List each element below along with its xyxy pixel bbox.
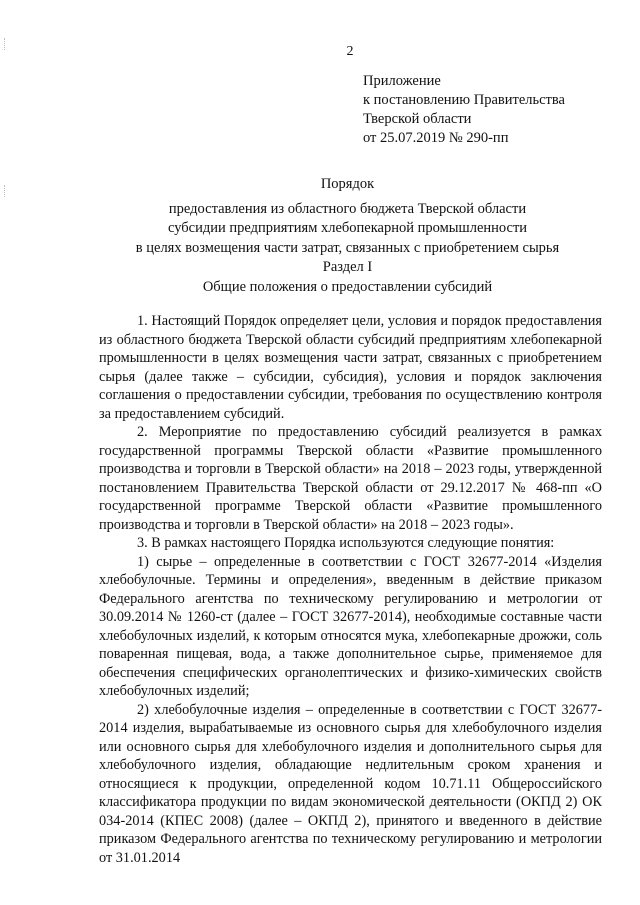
paragraph: 1. Настоящий Порядок определяет цели, условия и порядок предоставления из областного бюджета Тверской области субсидий предприятиям хлебопекарной промышленности в целях возмещения части затрат, связанных с приобретением сырья (далее также – субсидии, субсидия), условия и порядок заключения соглашения о предоставлении субсидии, требования по осуществлению контроля за предоставлением субсидий. (99, 313, 602, 422)
paragraph: 3. В рамках настоящего Порядка используются следующие понятия: (137, 535, 555, 551)
appendix-block (363, 72, 565, 148)
title-line: предоставления из областного бюджета Тверской области (168, 200, 527, 217)
title-line: субсидии предприятиям хлебопекарной промышленности (167, 220, 528, 236)
scan-mark (4, 185, 6, 197)
section-subheading: Общие положения о предоставлении субсидий (202, 278, 493, 295)
appendix-line: Приложение (363, 73, 441, 89)
appendix-line: к постановлению Правительства (363, 92, 565, 108)
title-line: в целях возмещения части затрат, связанных с приобретением сырья (135, 239, 560, 256)
body-text (99, 312, 602, 867)
paragraph: 2) хлебобулочные изделия – определенные в соответствии с ГОСТ 32677-2014 изделия, вырабатываемые из основного сырья для хлебобулочного изделия или основного сырья для хлебобулочного изделия и дополнительного сырья для хлебобулочного изделия, обладающие недлительным сроком хранения и относящиеся к продукции, определенной кодом 10.71.11 Общероссийского классификатора продукции по видам экономической деятельности (ОКПД 2) ОК 034-2014 (КПЕС 2008) (далее – ОКПД 2), принятого и введенного в действие приказом Федерального агентства по техническому регулированию и метрологии от 31.01.2014 (99, 701, 602, 866)
page-number: 2 (346, 44, 354, 59)
paragraph: 1) сырье – определенные в соответствии с ГОСТ 32677-2014 «Изделия хлебобулочные. Термины и определения», введенным в действие приказом Федерального агентства по техническому регулированию и метрологии от 30.09.2014 № 1260-ст (далее – ГОСТ 32677-2014), необходимые составные части хлебобулочных изделий, к которым относятся мука, хлебопекарные дрожжи, соль поваренная пищевая, вода, а также дополнительное сырье, применяемое для обеспечения специфических органолептических и физико-химических свойств хлебобулочных изделий; (99, 553, 602, 699)
title-heading: Порядок (320, 176, 375, 192)
appendix-line: от 25.07.2019 № 290-пп (363, 130, 509, 146)
paragraph: 2. Мероприятие по предоставлению субсидий реализуется в рамках государственной программы Тверской области «Развитие промышленного производства и торговли в Тверской области» на 2018 – 2023 годы, утвержденной постановлением Правительства Тверской области от 29.12.2017 № 468-пп «О государственной программе Тверской области «Развитие промышленного производства и торговли в Тверской области» на 2018 – 2023 годы». (99, 424, 602, 533)
document-title (95, 175, 600, 258)
section-header (95, 258, 600, 297)
section-heading: Раздел I (322, 259, 373, 275)
appendix-line: Тверской области (363, 111, 472, 127)
